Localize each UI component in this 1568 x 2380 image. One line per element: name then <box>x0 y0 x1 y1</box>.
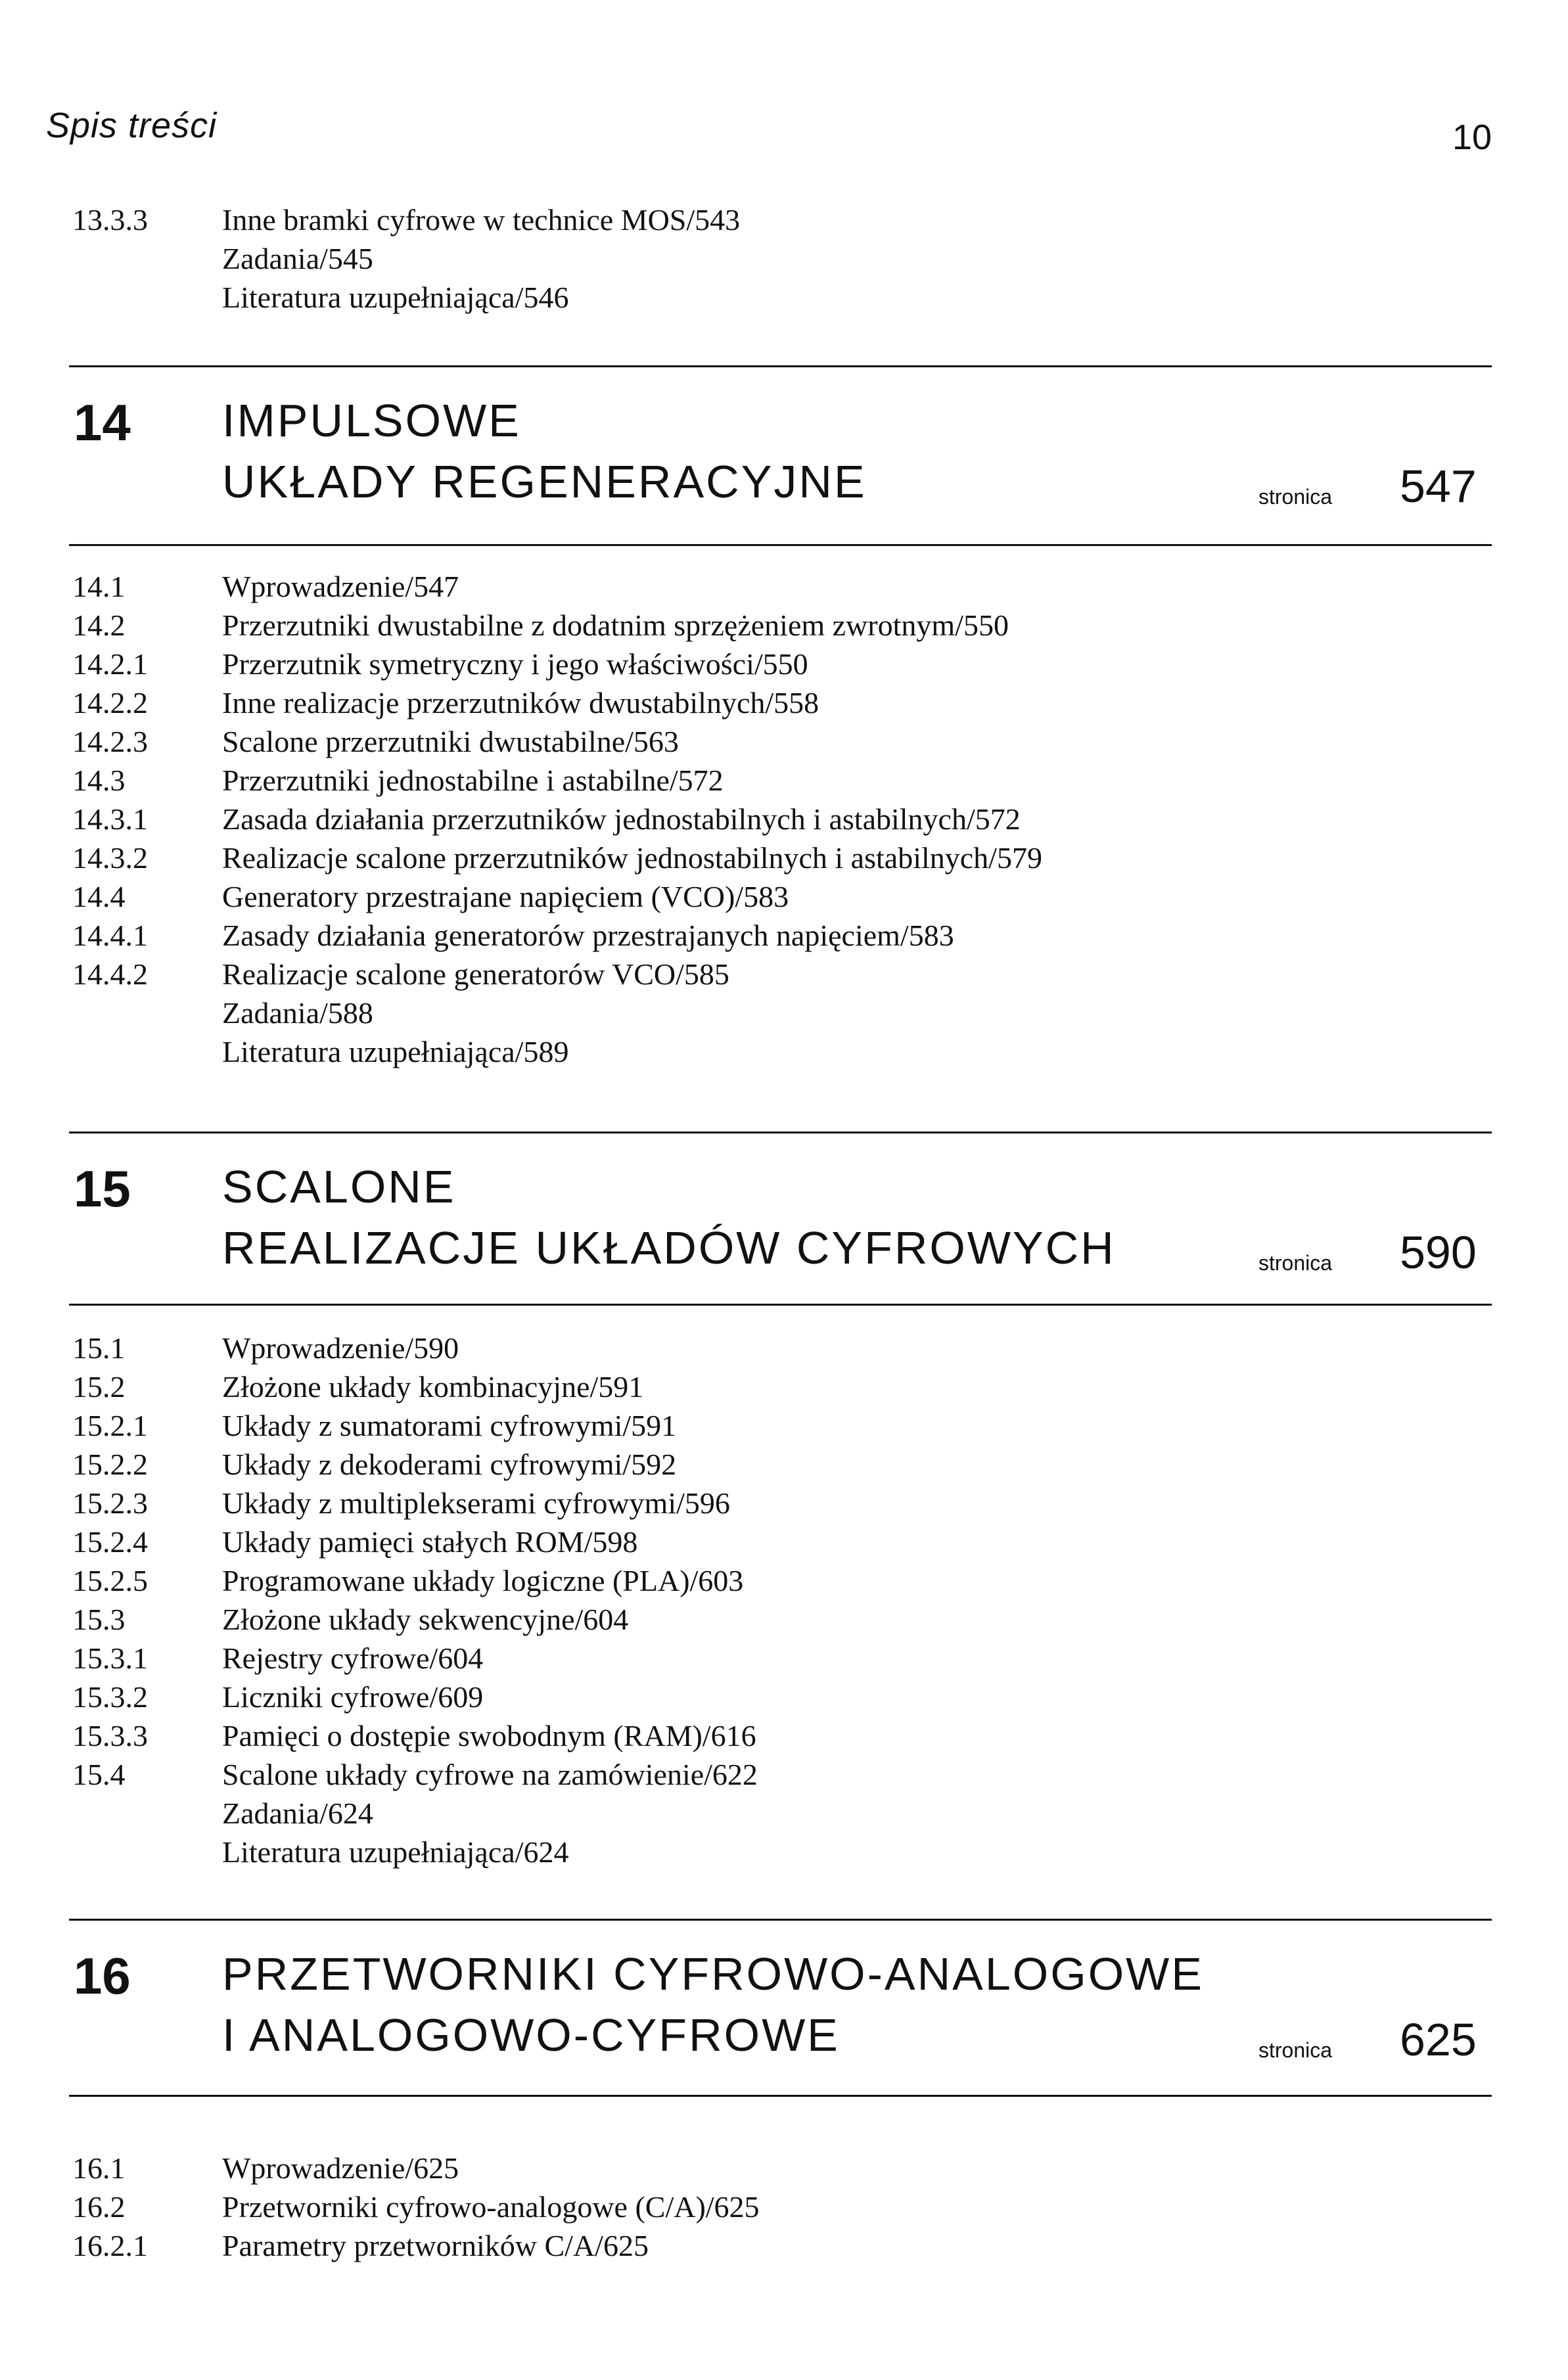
toc-entry-text: Zasady działania generatorów przestrajanych napięciem/583 <box>222 919 954 952</box>
toc-entry <box>0 2187 1568 2226</box>
chapter-heading <box>0 1134 1568 1292</box>
toc-entry <box>0 2226 1568 2265</box>
chapter-title-line1: PRZETWORNIKI CYFROWO-ANALOGOWE <box>222 1948 1204 2000</box>
chapter-page: 590 <box>1400 1227 1477 1278</box>
chapter-page-label: stronica <box>1258 1251 1333 1275</box>
toc-entry-text: Parametry przetworników C/A/625 <box>222 2229 649 2262</box>
toc-entry-number: 15.2.2 <box>72 1448 148 1481</box>
toc-entry-text: Przerzutniki jednostabilne i astabilne/572 <box>222 764 724 797</box>
toc-entry-text: Złożone układy sekwencyjne/604 <box>222 1603 629 1636</box>
chapter-rule-top <box>69 1132 1492 1133</box>
toc-entry <box>0 1716 1568 1755</box>
toc-entry <box>0 1833 1568 1871</box>
toc-entry-text: Pamięci o dostępie swobodnym (RAM)/616 <box>222 1719 756 1752</box>
toc-entry <box>0 1639 1568 1678</box>
toc-entry <box>0 683 1568 722</box>
toc-entry-text: Zadania/588 <box>222 996 373 1030</box>
chapter-number: 15 <box>74 1160 131 1218</box>
chapter-rule-top <box>69 1919 1492 1921</box>
toc-entry-number: 14.3.1 <box>72 802 148 836</box>
toc-entry-number: 15.3.3 <box>72 1719 148 1752</box>
toc-entry-number: 14.1 <box>72 570 126 603</box>
toc-entry-number: 14.2.1 <box>72 647 148 681</box>
toc-entry-text: Układy z dekoderami cyfrowymi/592 <box>222 1448 677 1481</box>
chapter-entries <box>0 567 1568 1071</box>
toc-entry-text: Układy pamięci stałych ROM/598 <box>222 1525 638 1559</box>
toc-entry <box>0 1522 1568 1561</box>
toc-entry <box>0 1600 1568 1639</box>
toc-entry-text: Programowane układy logiczne (PLA)/603 <box>222 1564 744 1597</box>
page-number: 10 <box>1452 118 1492 157</box>
toc-entry-number: 14.4.1 <box>72 919 148 952</box>
toc-entry-number: 14.2.2 <box>72 686 148 720</box>
toc-entry <box>0 1678 1568 1716</box>
running-title: Spis treści <box>46 106 218 145</box>
toc-entry-number: 15.3.2 <box>72 1680 148 1714</box>
chapter-entries <box>0 1329 1568 1871</box>
toc-entry-text: Wprowadzenie/625 <box>222 2151 459 2185</box>
toc-entry-text: Zadania/624 <box>222 1796 373 1830</box>
continuation-list <box>0 200 1568 317</box>
chapter-rule-bottom <box>69 544 1492 546</box>
toc-entry-number: 16.2.1 <box>72 2229 148 2262</box>
toc-entry-text: Realizacje scalone generatorów VCO/585 <box>222 957 729 991</box>
toc-entry-number: 15.3 <box>72 1603 126 1636</box>
toc-entry-text: Liczniki cyfrowe/609 <box>222 1680 484 1714</box>
toc-entry <box>0 1329 1568 1367</box>
toc-entry <box>0 2149 1568 2187</box>
chapter-page: 625 <box>1400 2014 1477 2065</box>
toc-entry-text: Literatura uzupełniająca/546 <box>222 281 569 314</box>
toc-entry-text: Przerzutniki dwustabilne z dodatnim sprzężeniem zwrotnym/550 <box>222 608 1009 642</box>
chapter-title-line2: I ANALOGOWO-CYFROWE <box>222 2009 840 2061</box>
toc-entry-text: Generatory przestrajane napięciem (VCO)/583 <box>222 880 789 913</box>
chapter-heading <box>0 368 1568 526</box>
toc-entry <box>0 200 1568 239</box>
toc-entry <box>0 955 1568 994</box>
chapter-title-line1: SCALONE <box>222 1161 456 1212</box>
chapter-title-line2: UKŁADY REGENERACYJNE <box>222 456 867 507</box>
toc-entry-text: Układy z sumatorami cyfrowymi/591 <box>222 1409 677 1442</box>
toc-entry <box>0 916 1568 955</box>
toc-entry <box>0 800 1568 838</box>
toc-entry-text: Przetworniki cyfrowo-analogowe (C/A)/625 <box>222 2190 760 2224</box>
chapter-title-line2: REALIZACJE UKŁADÓW CYFROWYCH <box>222 1222 1116 1273</box>
toc-entry-text: Przerzutnik symetryczny i jego właściwości/550 <box>222 647 808 681</box>
toc-entry-text: Inne bramki cyfrowe w technice MOS/543 <box>222 203 741 237</box>
toc-entry-number: 15.3.1 <box>72 1641 148 1675</box>
toc-entry-text: Scalone przerzutniki dwustabilne/563 <box>222 725 679 758</box>
toc-entry-text: Złożone układy kombinacyjne/591 <box>222 1370 644 1404</box>
toc-entry-text: Inne realizacje przerzutników dwustabilnych/558 <box>222 686 819 720</box>
toc-entry-number: 14.4 <box>72 880 126 913</box>
toc-entry <box>0 1445 1568 1484</box>
toc-entry-text: Wprowadzenie/590 <box>222 1331 459 1365</box>
toc-entry <box>0 1032 1568 1071</box>
toc-entry-number: 16.2 <box>72 2190 126 2224</box>
chapter-rule-top <box>69 365 1492 367</box>
toc-entry-number: 14.2.3 <box>72 725 148 758</box>
toc-entry <box>0 877 1568 916</box>
chapter-number: 14 <box>74 394 131 451</box>
toc-entry <box>0 1794 1568 1833</box>
toc-entry-text: Układy z multiplekserami cyfrowymi/596 <box>222 1486 730 1520</box>
toc-entry-number: 13.3.3 <box>72 203 148 237</box>
toc-entry <box>0 1367 1568 1406</box>
chapter-page-label: stronica <box>1258 2038 1333 2062</box>
toc-entry <box>0 567 1568 606</box>
toc-entry-text: Scalone układy cyfrowe na zamówienie/622 <box>222 1758 758 1791</box>
toc-entry <box>0 1561 1568 1600</box>
toc-entry <box>0 1484 1568 1522</box>
toc-entry <box>0 722 1568 761</box>
toc-entry-number: 14.3.2 <box>72 841 148 875</box>
toc-entry-number: 16.1 <box>72 2151 126 2185</box>
chapter-rule-bottom <box>69 1304 1492 1306</box>
toc-entry-number: 14.2 <box>72 608 126 642</box>
toc-entry-number: 15.1 <box>72 1331 126 1365</box>
toc-entry-number: 15.4 <box>72 1758 126 1791</box>
toc-entry-text: Realizacje scalone przerzutników jednostabilnych i astabilnych/579 <box>222 841 1042 875</box>
toc-entry-number: 14.4.2 <box>72 957 148 991</box>
toc-entry-number: 14.3 <box>72 764 126 797</box>
toc-entry <box>0 761 1568 800</box>
toc-entry-number: 15.2.4 <box>72 1525 148 1559</box>
toc-entry <box>0 645 1568 683</box>
toc-entry <box>0 838 1568 877</box>
chapter-page-label: stronica <box>1258 485 1333 509</box>
toc-entry <box>0 278 1568 317</box>
chapter-page: 547 <box>1400 461 1477 512</box>
toc-entry-number: 15.2 <box>72 1370 126 1404</box>
toc-entry <box>0 1406 1568 1445</box>
toc-entry-number: 15.2.5 <box>72 1564 148 1597</box>
toc-entry-text: Rejestry cyfrowe/604 <box>222 1641 484 1675</box>
chapter-rule-bottom <box>69 2095 1492 2097</box>
toc-entry-number: 15.2.1 <box>72 1409 148 1442</box>
toc-entry-text: Zasada działania przerzutników jednostabilnych i astabilnych/572 <box>222 802 1021 836</box>
toc-entry-text: Literatura uzupełniająca/624 <box>222 1835 569 1869</box>
chapter-heading <box>0 1921 1568 2079</box>
chapter-entries <box>0 2149 1568 2265</box>
chapter-number: 16 <box>74 1947 131 2005</box>
toc-entry-number: 15.2.3 <box>72 1486 148 1520</box>
toc-entry <box>0 994 1568 1032</box>
chapter-title-line1: IMPULSOWE <box>222 395 521 446</box>
toc-entry <box>0 239 1568 278</box>
toc-entry-text: Zadania/545 <box>222 242 373 275</box>
toc-entry <box>0 606 1568 645</box>
toc-entry-text: Literatura uzupełniająca/589 <box>222 1035 569 1068</box>
toc-entry-text: Wprowadzenie/547 <box>222 570 459 603</box>
toc-entry <box>0 1755 1568 1794</box>
